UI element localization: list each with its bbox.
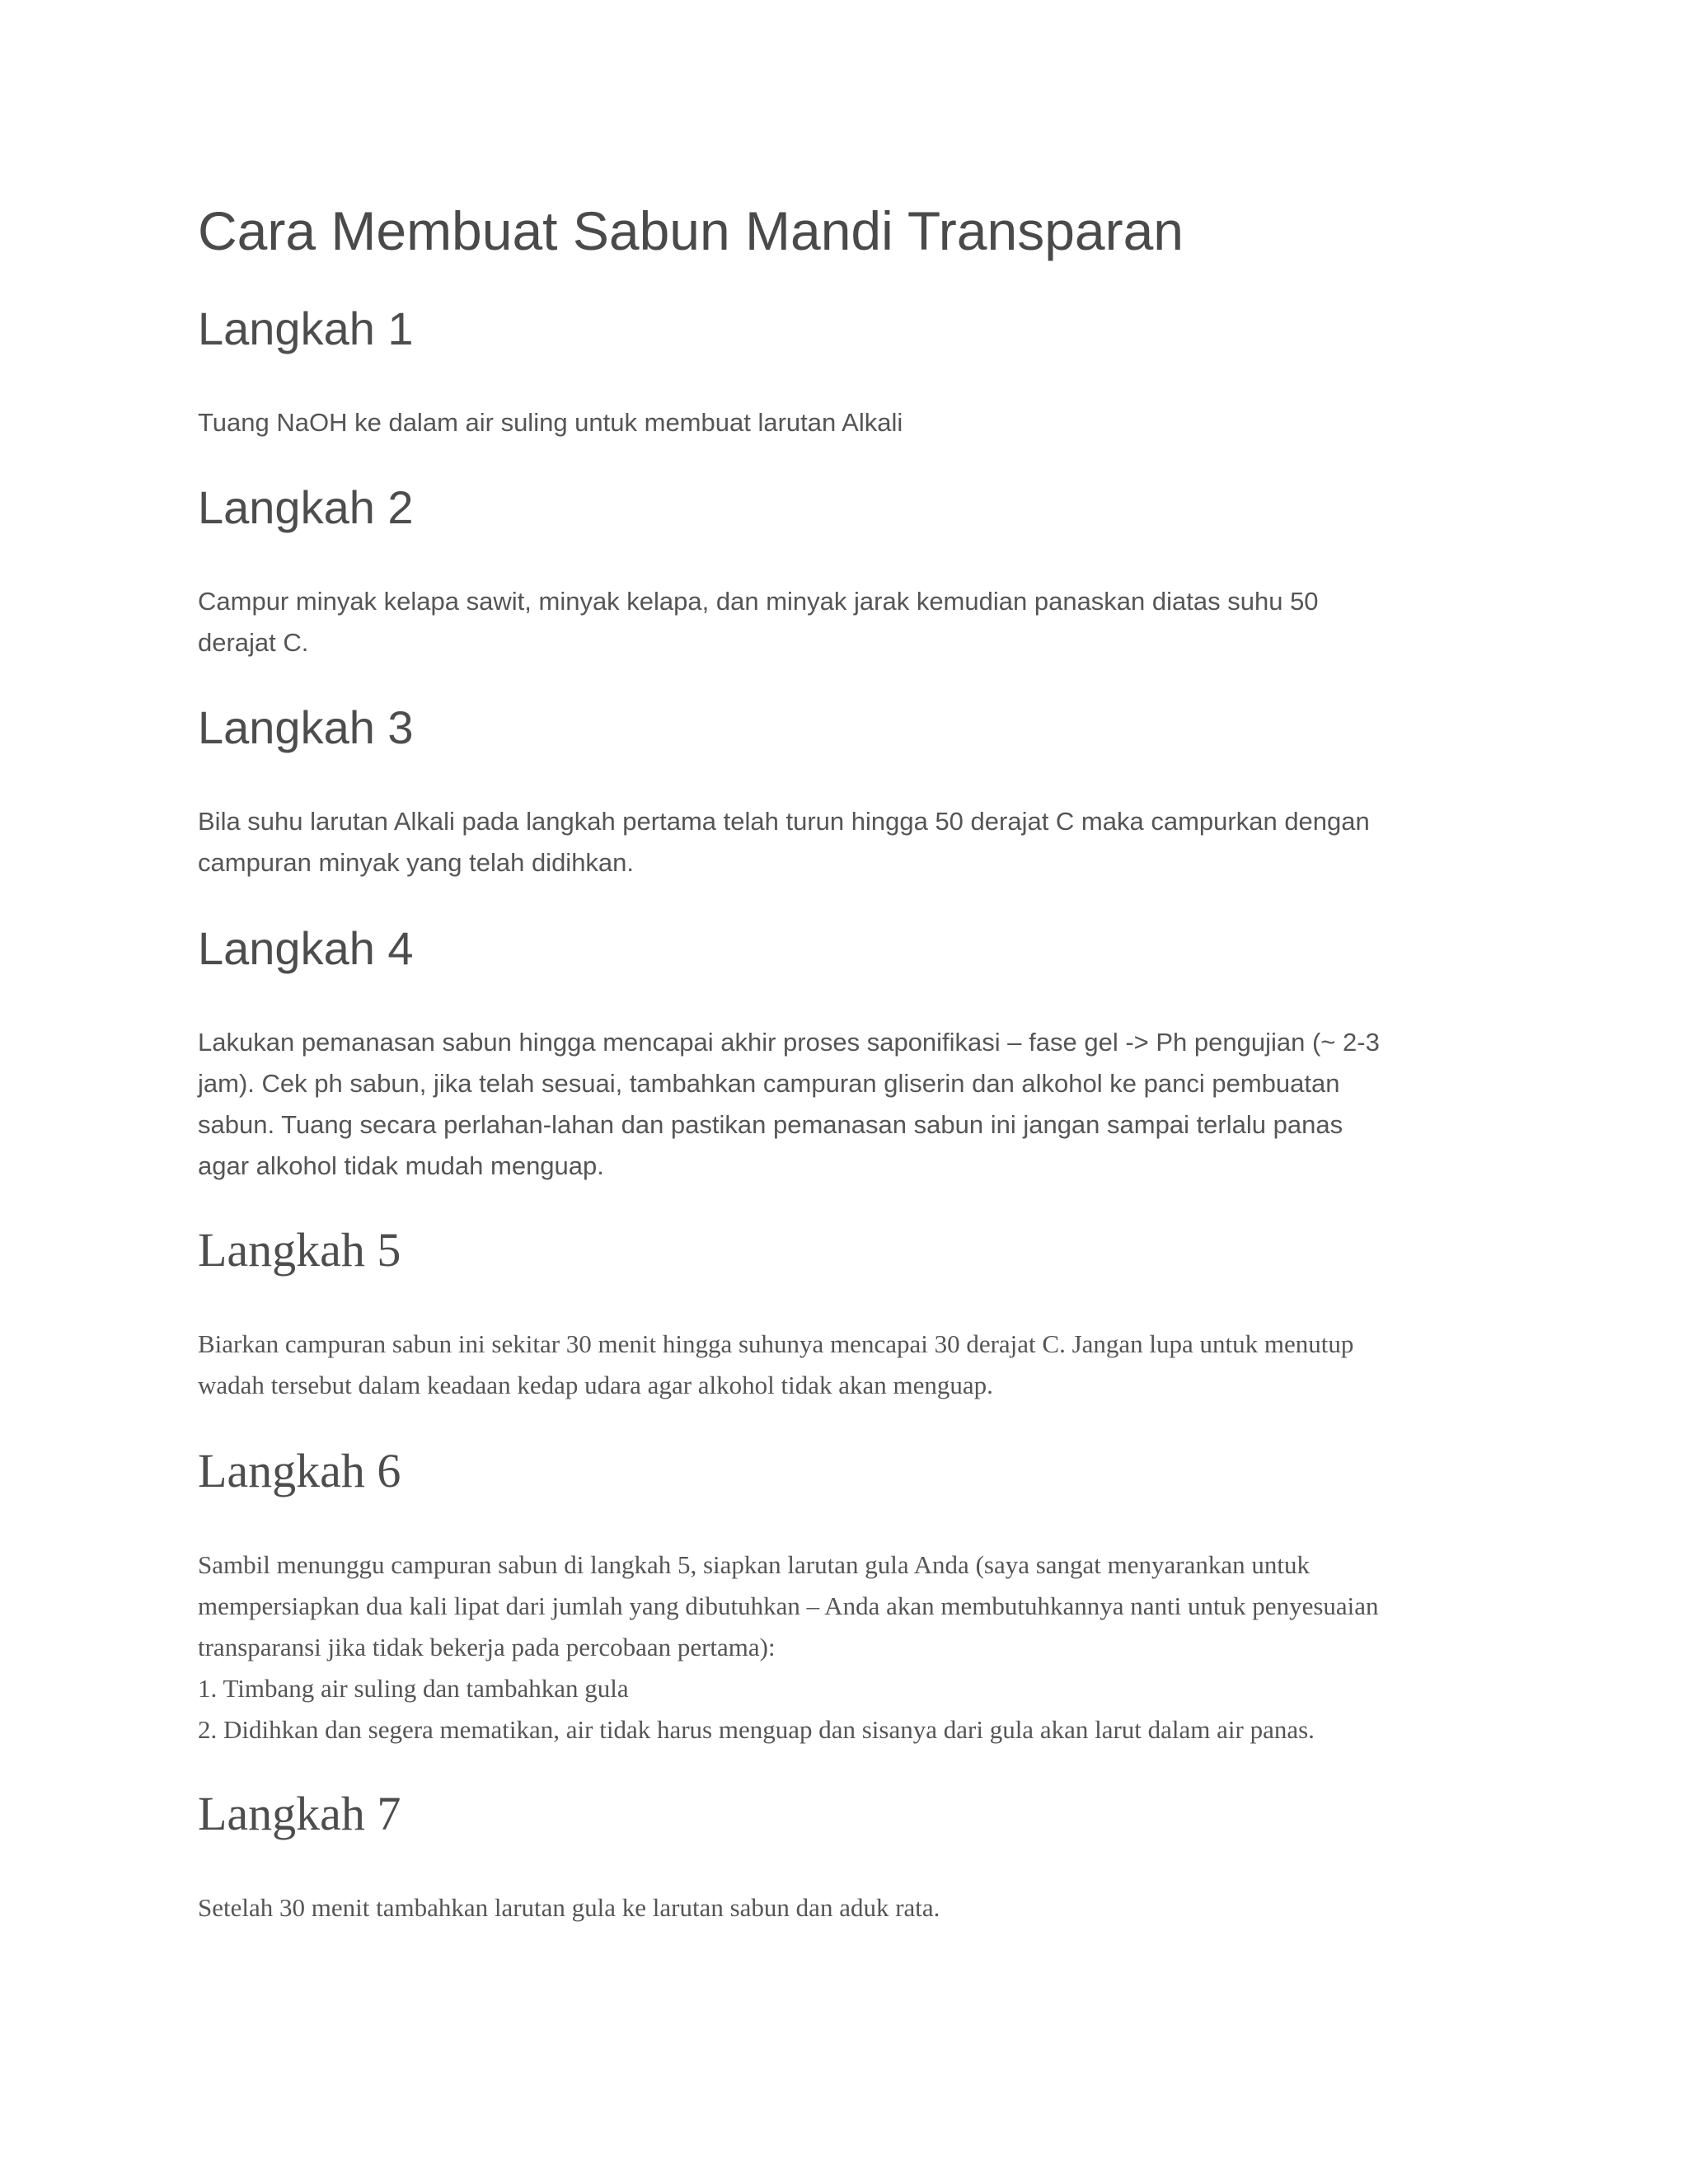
step-6-text: Sambil menunggu campuran sabun di langkah 5, siapkan larutan gula Anda (saya sangat menyarankan untuk mempersiapkan dua kali lipat dari jumlah yang dibutuhkan – Anda akan membutuhkannya nanti untuk penyesuaian transparansi jika tidak bekerja pada percobaan pertama): 1. Timbang air suling dan tambahkan gula 2. Didihkan dan segera mematikan, air tidak harus menguap dan sisanya dari gula akan larut dalam air panas.	[198, 1550, 1379, 1744]
step-7-text: Setelah 30 menit tambahkan larutan gula ke larutan sabun dan aduk rata.	[198, 1893, 940, 1922]
step-5-heading: Langkah 5	[198, 1223, 401, 1277]
step-1-heading: Langkah 1	[198, 302, 414, 354]
step-4-heading: Langkah 4	[198, 922, 414, 974]
step-6-heading: Langkah 6	[198, 1444, 401, 1497]
step-2-heading: Langkah 2	[198, 481, 414, 533]
step-2-text: Campur minyak kelapa sawit, minyak kelapa, dan minyak jarak kemudian panaskan diatas suhu 50 derajat C.	[198, 587, 1319, 657]
page-title: Cara Membuat Sabun Mandi Transparan	[198, 200, 1184, 261]
step-3-heading: Langkah 3	[198, 701, 414, 753]
step-7-heading: Langkah 7	[198, 1787, 401, 1840]
step-3-text: Bila suhu larutan Alkali pada langkah pertama telah turun hingga 50 derajat C maka campurkan dengan campuran minyak yang telah didihkan.	[198, 807, 1370, 877]
step-5-text: Biarkan campuran sabun ini sekitar 30 menit hingga suhunya mencapai 30 derajat C. Jangan lupa untuk menutup wadah tersebut dalam keadaan kedap udara agar alkohol tidak akan menguap.	[198, 1329, 1354, 1399]
step-1-text: Tuang NaOH ke dalam air suling untuk membuat larutan Alkali	[198, 408, 903, 437]
step-4-text: Lakukan pemanasan sabun hingga mencapai akhir proses saponifikasi – fase gel -> Ph pengujian (~ 2-3 jam). Cek ph sabun, jika telah sesuai, tambahkan campuran gliserin dan alkohol ke panci pembuatan sabun. Tuang secara perlahan-lahan dan pastikan pemanasan sabun ini jangan sampai terlalu panas agar alkohol tidak mudah menguap.	[198, 1028, 1380, 1180]
